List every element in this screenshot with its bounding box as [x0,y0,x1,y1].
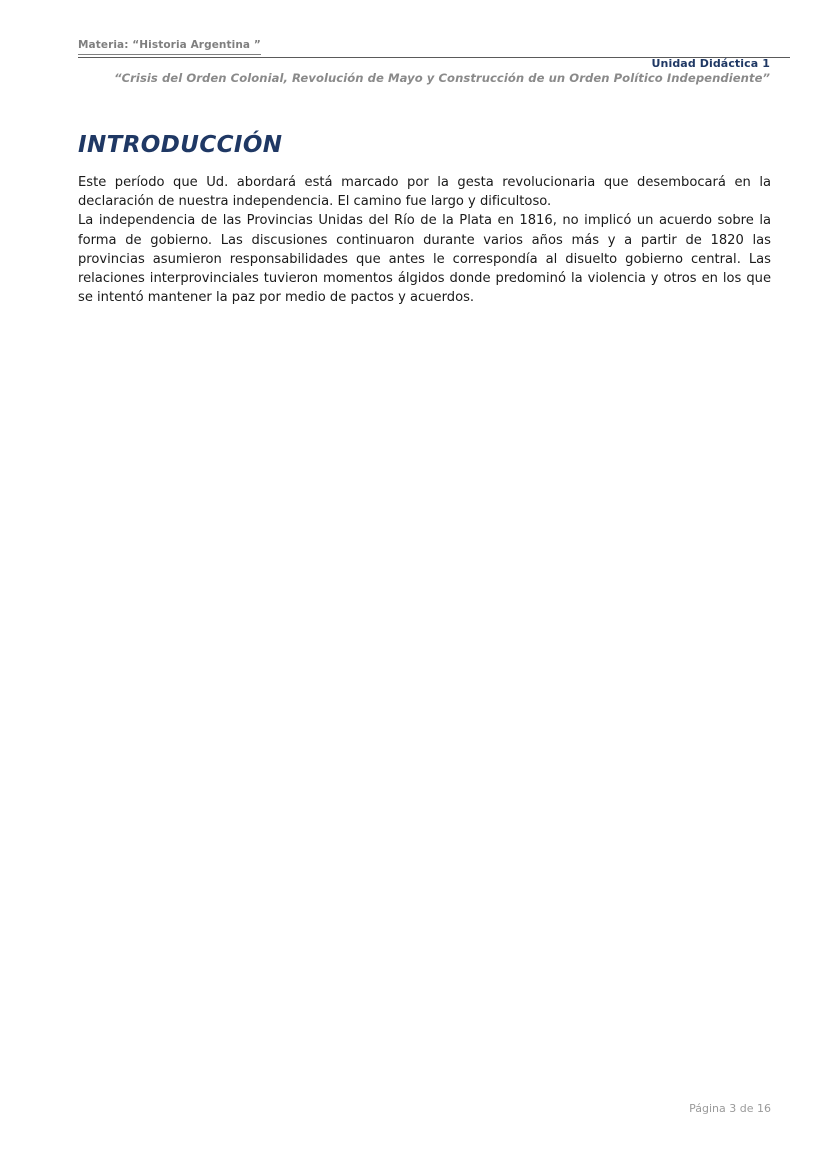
unit-label: Unidad Didáctica 1 [651,57,770,70]
page-number-footer: Página 3 de 16 [689,1102,771,1115]
document-header [78,33,790,85]
page-title: INTRODUCCIÓN [78,132,283,159]
unit-subtitle: “Crisis del Orden Colonial, Revolución de Mayo y Construcción de un Orden Político Independiente” [114,71,770,85]
subject-label: Materia: “Historia Argentina ” [78,39,261,55]
paragraph-2: La independencia de las Provincias Unidas del Río de la Plata en 1816, no implicó un acuerdo sobre la forma de gobierno. Las discusiones continuaron durante varios años más y a partir de 1820 las provincias asumieron responsabilidades que antes le correspondía al disuelto gobierno central. Las relaciones interprovinciales tuvieron momentos álgidos donde predominó la violencia y otros en los que se intentó mantener la paz por medio de pactos y acuerdos. [78,213,771,306]
paragraph-1: Este período que Ud. abordará está marcado por la gesta revolucionaria que desembocará en la declaración de nuestra independencia. El camino fue largo y dificultoso. [78,175,771,210]
body-content [78,173,771,307]
